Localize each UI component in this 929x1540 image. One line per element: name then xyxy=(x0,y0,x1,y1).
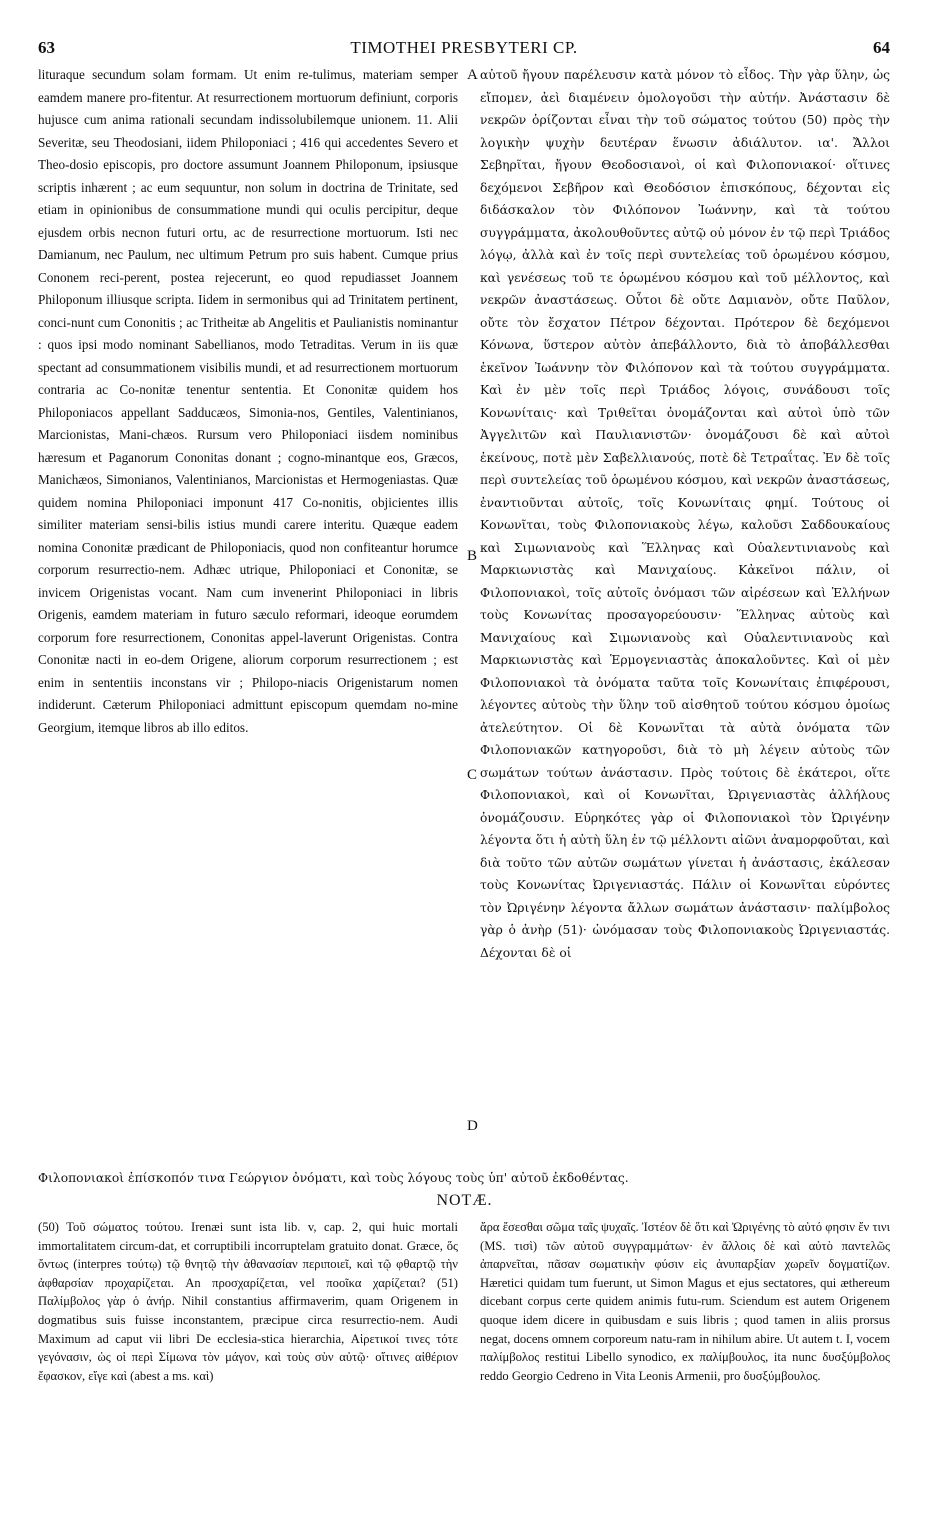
latin-text: lituraque secundum solam formam. Ut enim re-tulimus, materiam semper eamdem manere pro-fitentur. At resurrectionem mortuorum definiunt, corporis hujusce cum anima rationali secundam indissolubilemque unionem. 11. Alii Severitæ, seu Theodosiani, iidem Philoponiaci ; 416 qui accedentes Severo et Theo-dosio episcopis, pro doctore assumunt Joannem Philoponum, ipsiusque scriptis inhærent ; ac eum sequuntur, non solum in doctrina de Trinitate, sed etiam in opinionibus de consummatione mundi qui oculis percipitur, deque ejusdem orbis necnon futuri ortu, ac de resurrectione mortuorum. Isti nec Damianum, nec Paulum, nec ultimum Petrum pro suis habent. Cumque prius Cononem reci-perent, postea rejecerunt, eo quod repudiasset Joannem Philoponum illiusque scripta. Iidem in sermonibus qui ad Trinitatem pertinent, conci-nunt cum Cononitis ; ac Tritheitæ ab Angelitis et Paulianistis nominantur : quos ipsi modo nominant Sabellianos, modo Tetraditas. Verum in iis quæ spectant ad consummationem visibilis mundi, et ad resurrectionem mortuorum contraria ac Co-nonitæ tenentur sententia. Et Cononitæ quidem hos Philoponiacos appellant Sadducæos, Simonia-nos, Gentiles, Valentinianos, Marcionistas, Mani-chæos. Rursum vero Philoponiaci iisdem nominibus hæresum et Paganorum Cononitas donant ; cogno-minantque eos, Græcos, Manichæos, Simonianos, Valentinianos, Marcionistas et Hermogeniastas. Quæ quidem nomina Philoponiaci imponunt 417 Co-nonitis, objicientes illis similiter materiam sensi-bilis istius mundi carere interitu. Quæque eadem nomina Cononitæ prædicant de Philoponiacis, quod non confiteantur horumce corporum resurrectio-nem. Adhæc utrique, Philoponiaci et Cononitæ, se invicem Origenistas vocant. Nam cum invenerint Philoponiaci in libris Origenis, eamdem materiam in futuro sæculo reformari, ideoque eorumdem corporum fore resurrectionem, Cononitas appel-laverunt Origenistas. Contra Cononitæ nacti in eo-dem Origene, aliorum corporum resurrectionem ; est enim in sententiis inconstans vir ; Philopo-niacis Origenistarum nomen indiderunt. Cæterum Philoponiaci admittunt episcopum quemdam no-mine Georgium, itemque libros ab illo editos. xyxy=(38,67,458,735)
margin-letter-c: C xyxy=(467,767,478,783)
margin-letter-d: D xyxy=(467,1118,478,1134)
full-width-greek-line: Φιλοπονιακοὶ ἐπίσκοπόν τινα Γεώργιον ὀνόματι, καὶ τοὺς λόγους τοὺς ὑπ' αὐτοῦ ἐκδοθέντας. xyxy=(38,1171,629,1185)
margin-letter-a: A xyxy=(467,67,478,83)
note-text-left: (50) Τοῦ σώματος τούτου. Irenæi sunt ista lib. v, cap. 2, qui huic mortali immortalitatem circum-dat, et corruptibili incorruptelam gratuito donat. Græce, ὅς ὄντως (interpres τούτῳ) τῷ θνητῷ τὴν ἀθανασίαν περιποιεῖ, καὶ τῷ φθαρτῷ τὴν ἀφθαρσίαν προχαρίζεται. An προσχαρίζεται, vel ποοῖκα χαρίζεται? (51) Παλίμβολος γὰρ ὁ ἀνήρ. Nihil constantius affirmaverim, quam Origenem in dogmatibus suis fuisse inconstantem, præcipue circa resurrectio-nem. Audi Maximum ad caput vii libri De ecclesia-stica hierarchia, Αἱρετικοί τινες τότε γεγόνασιν, ὡς οἱ περὶ Σίμωνα τὸν μάγον, καὶ τοὺς σὺν αὐτῷ· οἵτινες αἰθέριον ἔφασκον, εἴγε καὶ (abest a ms. καὶ) xyxy=(38,1220,458,1383)
page-title: TIMOTHEI PRESBYTERI CP. xyxy=(350,38,578,57)
margin-letter-b: B xyxy=(467,548,478,564)
notes-heading: NOTÆ. xyxy=(436,1192,493,1209)
page-number-right: 64 xyxy=(873,38,890,57)
greek-text: αὐτοῦ ἤγουν παρέλευσιν κατὰ μόνον τὸ εἶδος. Τὴν γὰρ ὕλην, ὡς εἴπομεν, ἀεὶ διαμένειν ὁμολογοῦσι τὴν αὐτήν. Ἀνάστασιν δὲ νεκρῶν ὁρίζονται εἶναι τὴν τοῦ σώματος τούτου (50) πρὸς τὴν λογικὴν ψυχὴν δευτέραν ἕνωσιν ἀδιάλυτον. ια'. Ἄλλοι Σεβηρῖται, ἤγουν Θεοδοσιανοὶ, οἱ καὶ Φιλοπονιακοί· οἵτινες δεχόμενοι Σεβῆρον καὶ Θεοδόσιον ἐπισκόπους, δέχονται εἰς διδάσκαλον τὸν Φιλόπονον Ἰωάννην, καὶ τὰ τούτου συγγράμματα, ἀκολουθοῦντες αὐτῷ οὐ μόνον ἐν τῷ περὶ Τριάδος λόγῳ, ἀλλὰ καὶ ἐν τοῖς περὶ συντελείας τοῦ ὁρωμένου κόσμου, καὶ γενέσεως τοῦ τε ὁρωμένου κόσμου καὶ τοῦ μέλλοντος, καὶ νεκρῶν ἀναστάσεως. Οὗτοι δὲ οὔτε Δαμιανὸν, οὔτε Παῦλον, οὔτε τὸν ἔσχατον Πέτρον δέχονται. Πρότερον δὲ δεχόμενοι Κόνωνα, ὕστερον αὐτὸν ἀπεβάλλοντο, διὰ τὸ ἀποβάλλεσθαι ἐκεῖνον Ἰωάννην τὸν Φιλόπονον καὶ τὰ τούτου συγγράμματα. Καὶ ἐν μὲν τοῖς περὶ Τριάδος λόγοις, συνάδουσι τοῖς Κονωνίταις· καὶ Τριθεῖται ὀνομάζονται καὶ αὐτοὶ ὑπὸ τῶν Ἀγγελιτῶν καὶ Παυλιανιστῶν· ὀνομάζουσι δὲ καὶ αὐτοὶ ἐκείνους, ποτὲ μὲν Σαβελλιανούς, ποτὲ δὲ Τετραΐτας. Ἐν δὲ τοῖς περὶ συντελείας τοῦ ὁρωμένου κόσμου, καὶ νεκρῶν ἀναστάσεως, ἐναντιοῦνται αὐτοῖς, τοῖς Κονωνίταις φημί. Τούτους οἱ Κονωνῖται, τοὺς Φιλοπονιακοὺς λέγω, καλοῦσι Σαδδουκαίους καὶ Σιμωνιανοὺς καὶ Ἕλληνας καὶ Οὐαλεντινιανοὺς καὶ Μαρκιωνιστὰς καὶ Μανιχαίους. Κἀκεῖνοι πάλιν, οἱ Φιλοπονιακοὶ, τοῖς αὐτοῖς ὀνόμασι τῶν αἱρέσεων καὶ Ἑλλήνων τοὺς Κονωνίτας προσαγορεύουσιν· Ἕλληνας αὐτοὺς καὶ Μανιχαίους καὶ Σιμωνιανοὺς καὶ Οὐαλεντινιανοὺς καὶ Μαρκιωνιστὰς καὶ Ἑρμογενιαστὰς ἀποκαλοῦντες. Καὶ οἱ μὲν Φιλοπονιακοὶ τὰ ὀνόματα ταῦτα τοῖς Κονωνίταις ἐπιφέρουσι, λέγοντες αὐτοὺς τὴν ὕλην τοῦ αἰσθητοῦ τούτου κόσμου ὁμοίως ἀτελεύτητον. Οἱ δὲ Κονωνῖται τὰ αὐτὰ ὀνόματα τῶν Φιλοπονιακῶν κατηγοροῦσι, διὰ τὸ μὴ λέγειν αὐτοὺς τῶν σωμάτων τούτων ἀνάστασιν. Πρὸς τούτοις δὲ ἑκάτεροι, οἵτε Φιλοπονιακοὶ, καὶ οἱ Κονωνῖται, Ὠριγενιαστὰς ἀλλήλους ὀνομάζουσιν. Εὑρηκότες γὰρ οἱ Φιλοπονιακοὶ τὸν Ὠριγένην λέγοντα ὅτι ἡ αὐτὴ ὕλη ἐν τῷ μέλλοντι αἰῶνι ἀναμορφοῦται, καὶ διὰ τοῦτο τῶν αὐτῶν σωμάτων γίνεται ἡ ἀνάστασις, ἐκάλεσαν τοὺς Κονωνίτας Ὠριγενιαστάς. Πάλιν οἱ Κονωνῖται εὑρόντες τὸν Ὠριγένην λέγοντα ἄλλων σωμάτων ἀνάστασιν· παλίμβολος γὰρ ὁ ἀνὴρ (51)· ὠνόμασαν τοὺς Φιλοπονιακοὺς Ὠριγενιαστάς. Δέχονται δὲ οἱ xyxy=(480,68,890,960)
greek-column xyxy=(480,64,890,964)
running-head xyxy=(38,38,890,62)
latin-column xyxy=(38,64,458,739)
notes-left-column xyxy=(38,1218,458,1385)
page-number-left: 63 xyxy=(38,38,55,57)
note-text-right: ἄρα ἔσεσθαι σῶμα ταῖς ψυχαῖς. Ἰστέον δὲ ὅτι καὶ Ὠριγένης τὸ αὐτό φησιν ἔν τινι (MS. τισὶ) τῶν αὐτοῦ συγγραμμάτων· ἐν ἄλλοις δὲ καὶ αὐτὸ παντελῶς ἀπαρνεῖται, πᾶσαν σωματικὴν φύσιν εἰς ἀνυπαρξίαν χωρεῖν δογματίζων. Hæretici quidam tum fuerunt, ut Simon Magus et ejus sectatores, qui æthereum dicebant corpus certe quidem animis futu-rum. Sciendum est autem Origenem quoque idem dicere in quibusdam e suis libris ; quod tamen in aliis prorsus negat, docens omnem corporeum natu-ram in nihilum abire. Ut autem t. I, vocem παλίμβολος restitui Libello synodico, ex παλίμβουλος, ita nunc δυσξύμβολος reddo Georgio Cedreno in Vita Leonis Armenii, pro δυσξύμβουλος. xyxy=(480,1220,890,1383)
notes-right-column xyxy=(480,1218,890,1385)
